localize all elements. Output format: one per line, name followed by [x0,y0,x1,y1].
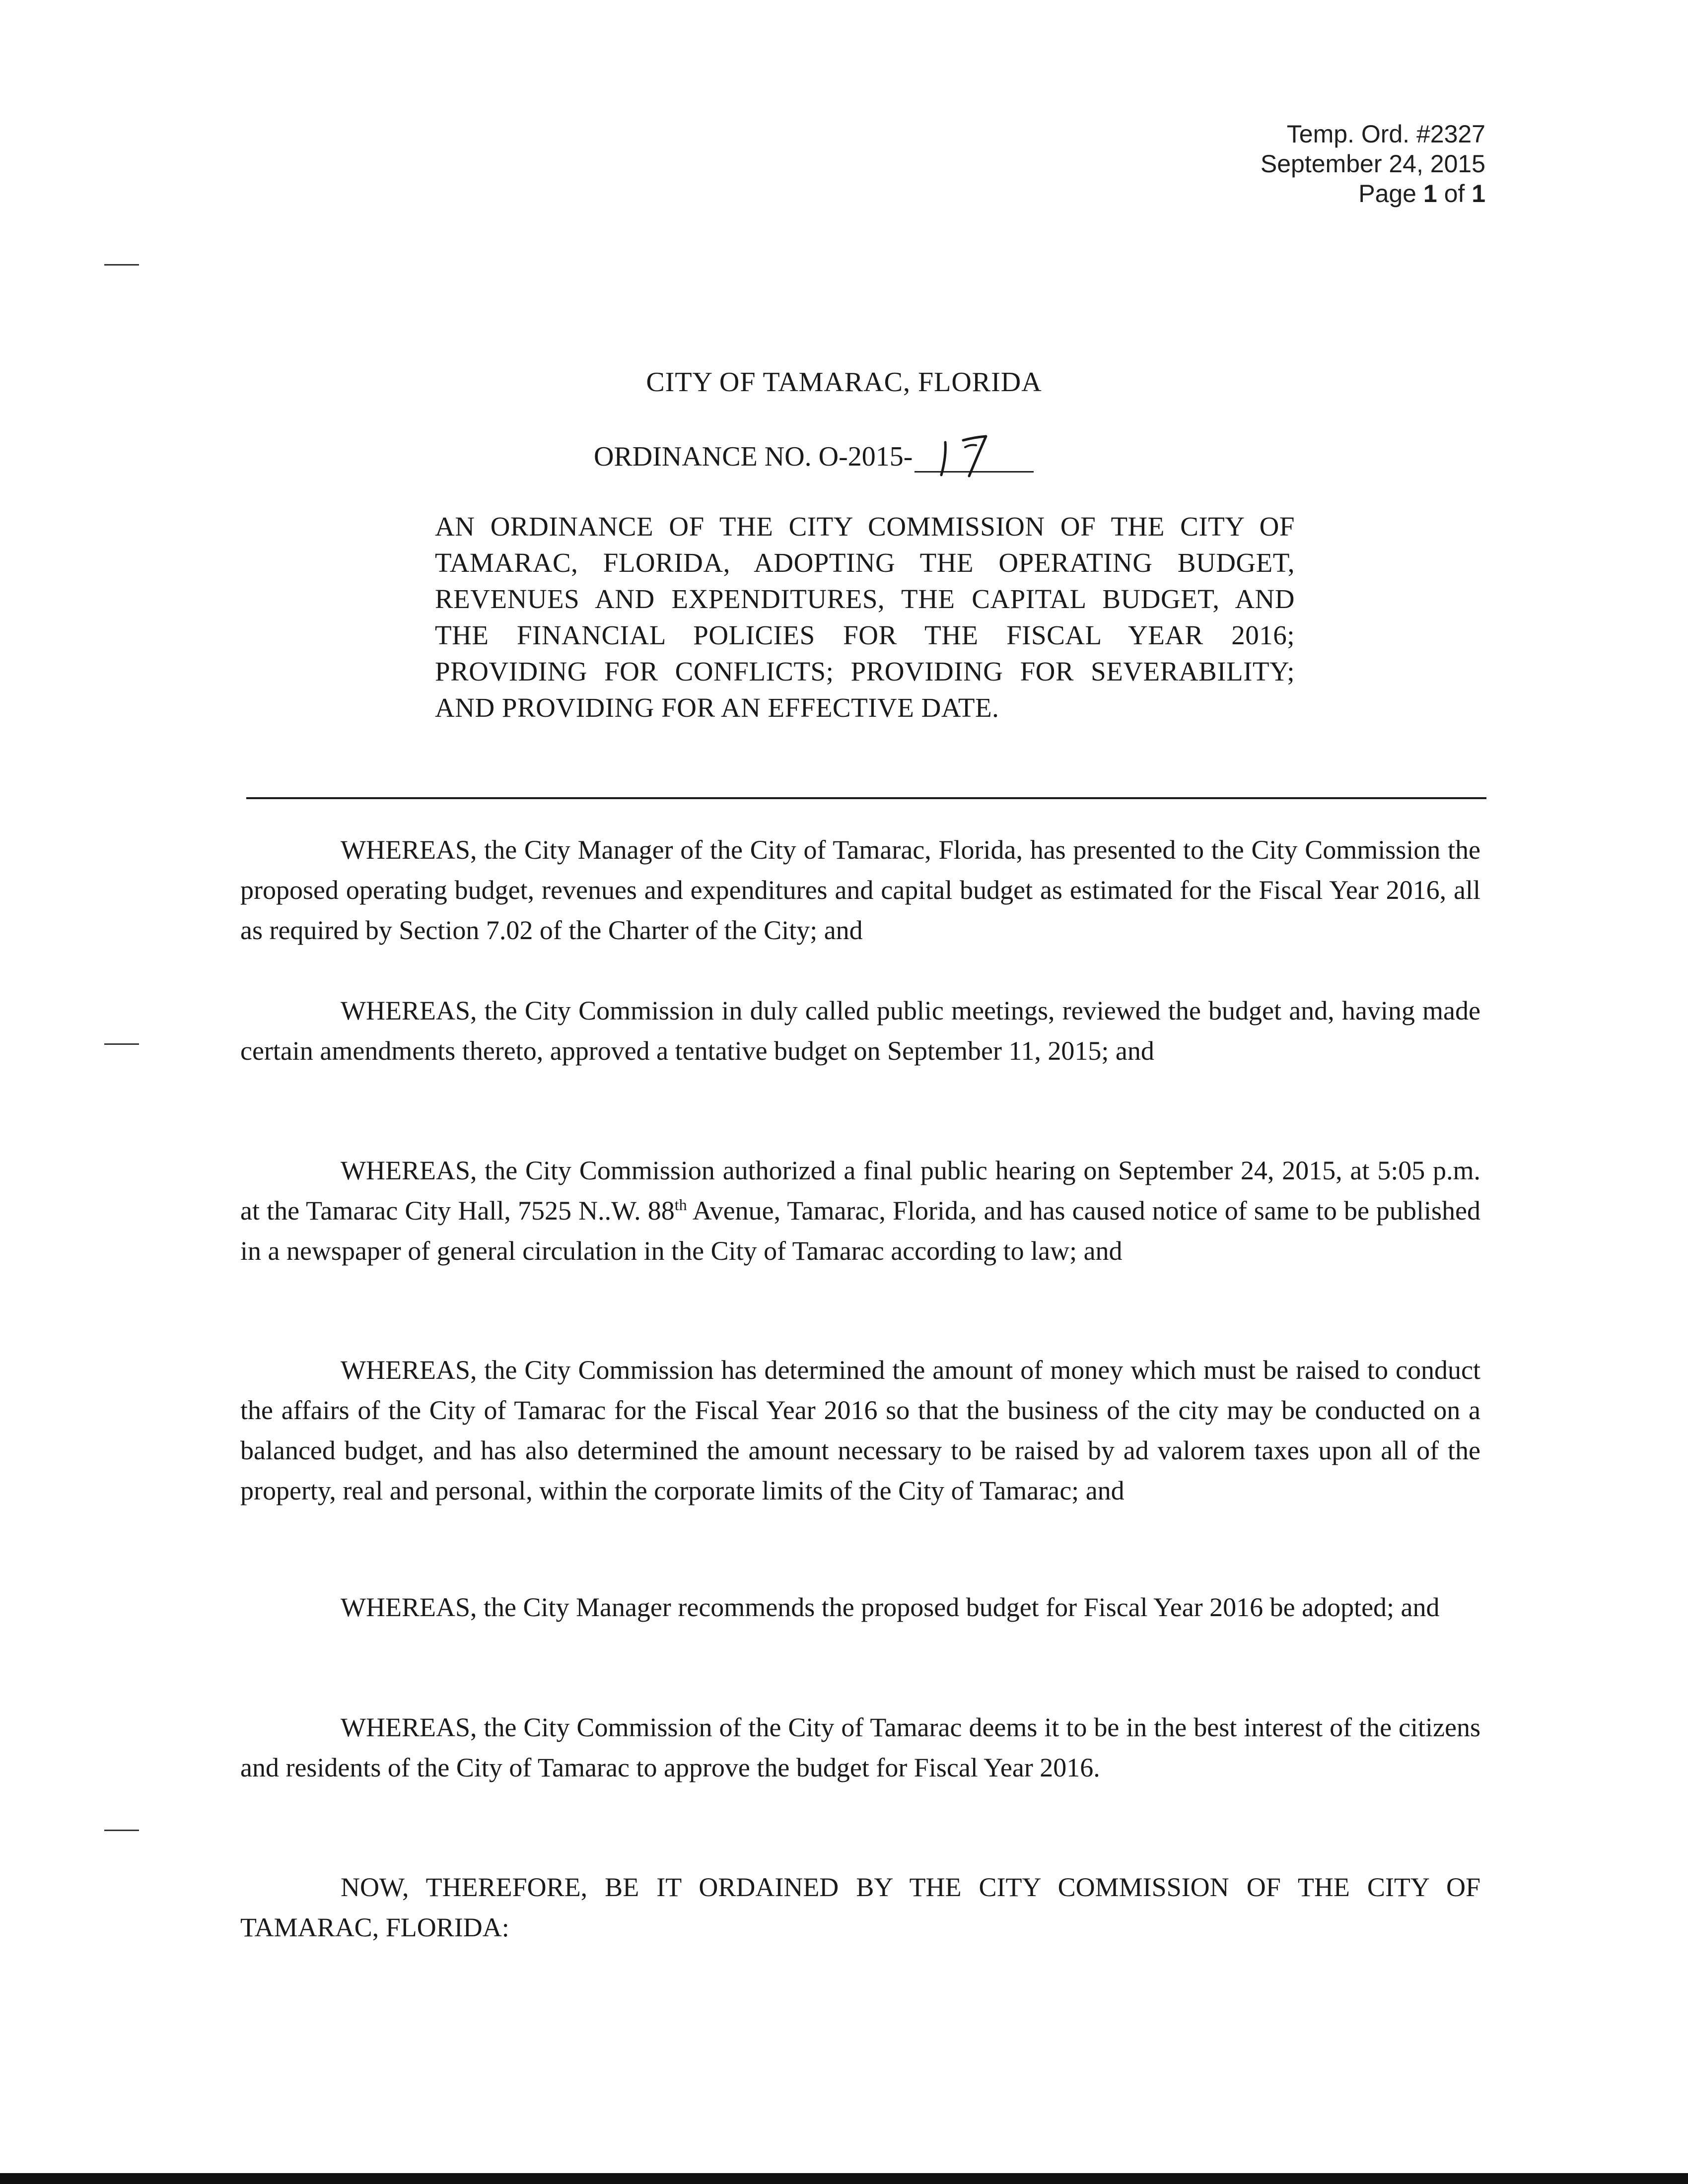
margin-mark [104,1043,139,1045]
ordinance-number-line [594,441,1034,473]
scan-bottom-edge [0,2173,1688,2184]
city-title: CITY OF TAMARAC, FLORIDA [646,367,1042,398]
ordaining-clause: NOW, THEREFORE, BE IT ORDAINED BY THE CITY COMMISSION OF THE CITY OF TAMARAC, FLORIDA: [240,1872,1480,1942]
paragraph-3-text-b: Avenue, Tamarac, Florida, and has caused notice of same to be published in a newspaper of general circulation in the City of Tamarac according to law; and [240,1196,1480,1266]
page-number: 1 [1423,180,1437,207]
header-date: September 24, 2015 [1260,150,1485,178]
temp-ordinance-number: Temp. Ord. #2327 [1286,120,1485,148]
ordinal-suffix: th [674,1196,687,1214]
handwritten-number-text [914,441,915,442]
page-indicator [1261,179,1485,208]
whereas-paragraph-4: WHEREAS, the City Commission has determined the amount of money which must be raised to conduct the affairs of the City of Tamarac for the Fiscal Year 2016 so that the business of the city may be conducted on a balanced budget, and has also determined the amount necessary to be raised by ad valorem taxes upon all of the property, real and personal, within the corporate limits of the City of Tamarac; and [240,1355,1480,1505]
ordinance-label: ORDINANCE NO. O-2015- [594,441,913,472]
whereas-paragraph-5: WHEREAS, the City Manager recommends the proposed budget for Fiscal Year 2016 be adopted; and [341,1592,1440,1622]
handwritten-ordinance-number [914,441,1034,473]
paragraph-3-text-a: WHEREAS, the City Commission authorized a final public hearing on September 24, 2015, at 5:05 p.m. at the Tamarac City Hall, 7525 N..W. 88 [240,1156,1480,1226]
document-header [1261,119,1485,208]
handwritten-17-mark [934,427,1004,482]
margin-mark [104,264,139,266]
whereas-paragraph-6: WHEREAS, the City Commission of the City of Tamarac deems it to be in the best interest of the citizens and residents of the City of Tamarac to approve the budget for Fiscal Year 2016. [240,1712,1480,1782]
margin-mark [104,1830,139,1831]
page-of: of [1437,180,1472,207]
ordinance-caption: AN ORDINANCE OF THE CITY COMMISSION OF THE CITY OF TAMARAC, FLORIDA, ADOPTING THE OPERATING BUDGET, REVENUES AND EXPENDITURES, THE CAPITAL BUDGET, AND THE FINANCIAL POLICIES FOR THE FISCAL YEAR 2016; PROVIDING FOR CONFLICTS; PROVIDING FOR SEVERABILITY; AND PROVIDING FOR AN EFFECTIVE DATE. [435,511,1295,723]
whereas-paragraph-1: WHEREAS, the City Manager of the City of Tamarac, Florida, has presented to the City Commission the proposed operating budget, revenues and expenditures and capital budget as estimated for the Fiscal Year 2016, all as required by Section 7.02 of the Charter of the City; and [240,835,1480,945]
whereas-paragraph-3 [240,1151,1480,1271]
page-prefix: Page [1358,180,1423,207]
caption-divider [246,797,1486,799]
whereas-paragraph-2: WHEREAS, the City Commission in duly called public meetings, reviewed the budget and, having made certain amendments thereto, approved a tentative budget on September 11, 2015; and [240,996,1480,1066]
page-total: 1 [1472,180,1485,207]
